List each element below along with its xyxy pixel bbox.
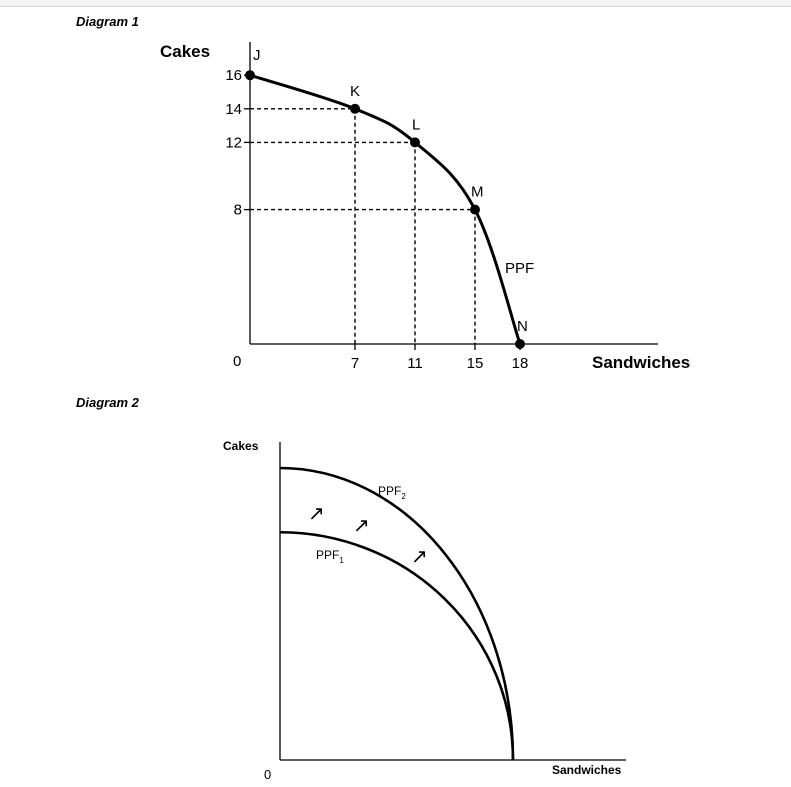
y-tick-label-8: 8	[233, 201, 242, 219]
point-label-J: J	[253, 47, 261, 65]
y-tick-label-12: 12	[225, 134, 242, 152]
origin-label: 0	[264, 767, 272, 782]
x-tick-label-11: 11	[407, 355, 423, 372]
point-label-N: N	[517, 318, 528, 335]
shift-arrow-2: ↗	[353, 515, 370, 537]
x-tick-label-15: 15	[466, 355, 484, 372]
label-ppf1-main: PPF	[316, 548, 340, 562]
diagram-2-title: Diagram 2	[76, 395, 139, 410]
x-axis-title: Sandwiches	[552, 763, 622, 777]
point-label-K: K	[350, 82, 361, 100]
origin-label: 0	[233, 353, 242, 370]
y-tick-label-14: 14	[225, 100, 242, 118]
diagram-1-title: Diagram 1	[76, 14, 139, 29]
label-ppf1-subscript: 1	[339, 556, 344, 565]
x-tick-label-18: 18	[511, 355, 529, 372]
label-ppf2-subscript: 2	[401, 492, 406, 501]
x-tick-label-7: 7	[350, 355, 360, 372]
point-label-L: L	[412, 116, 421, 134]
y-axis-title: Cakes	[223, 439, 259, 453]
curve-ppf1	[280, 532, 513, 760]
label-ppf2-main: PPF	[378, 484, 402, 498]
y-axis-title: Cakes	[160, 42, 211, 61]
x-axis-title: Sandwiches	[592, 353, 691, 372]
shift-arrow-1: ↗	[308, 503, 325, 525]
shift-arrow-3: ↗	[411, 546, 428, 568]
point-label-M: M	[471, 183, 484, 201]
ppf-curve-label: PPF	[505, 260, 535, 277]
label-ppf1	[316, 548, 344, 565]
y-tick-label-16: 16	[225, 67, 242, 85]
